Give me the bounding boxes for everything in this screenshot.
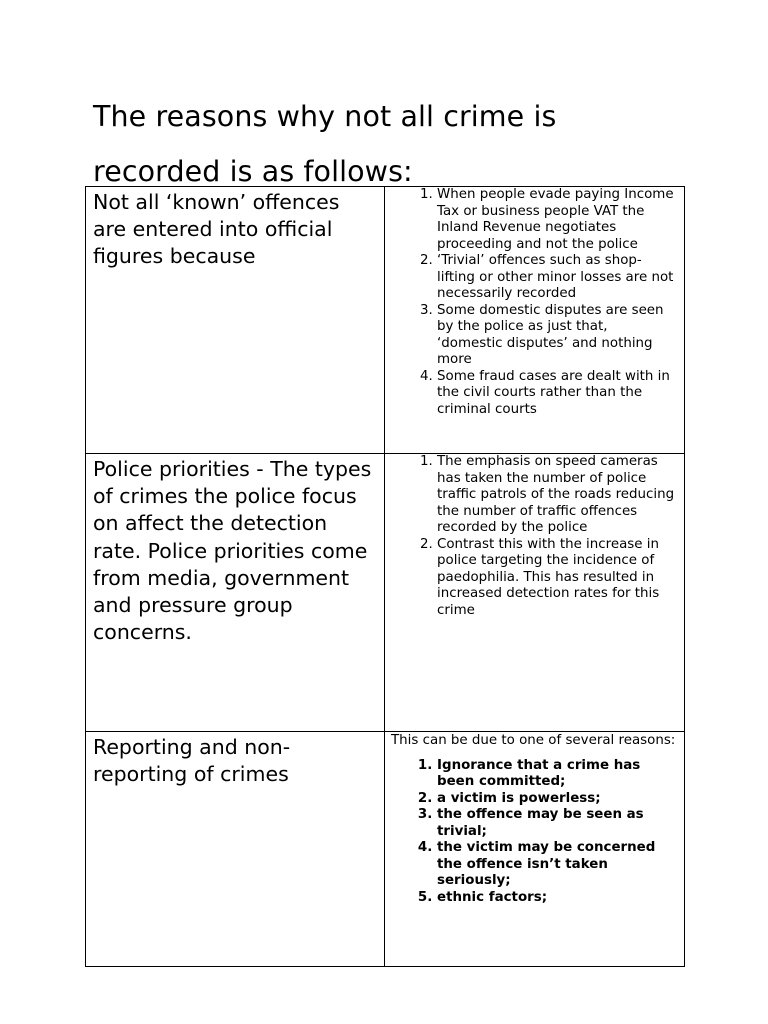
table-row (86, 732, 685, 967)
list-item: 2. Contrast this with the increase in police targeting the incidence of paedophilia. This has resulted in increased detection rates for this crime (437, 537, 676, 620)
table-row (86, 454, 685, 732)
reason-cell (86, 454, 385, 732)
reason-heading: Police priorities - The types of crimes the police focus on affect the detection rate. Police priorities come from media, government and pressure group concerns. (93, 457, 372, 645)
explanation-cell (385, 454, 685, 732)
reasons-list (385, 758, 684, 907)
reason-cell (86, 732, 385, 967)
explanation-cell (385, 732, 685, 967)
reason-cell (86, 187, 385, 454)
table-row (86, 187, 685, 454)
reasons-table (85, 186, 685, 967)
explanation-list (385, 187, 684, 418)
list-item: 3. the offence may be seen as trivial; (437, 807, 676, 840)
reason-heading: Not all ‘known’ offences are entered into official figures because (93, 190, 340, 269)
list-item: 3. Some domestic disputes are seen by the police as just that, ‘domestic disputes’ and nothing more (437, 303, 676, 369)
explanation-list (385, 454, 684, 619)
list-item: 4. the victim may be concerned the offence isn’t taken seriously; (437, 840, 676, 890)
explanation-cell (385, 187, 685, 454)
page-title: The reasons why not all crime is recorded is as follows: (93, 100, 557, 188)
list-item: 1. When people evade paying Income Tax or business people VAT the Inland Revenue negotiates proceeding and not the police (437, 187, 676, 253)
list-item: 1. The emphasis on speed cameras has taken the number of police traffic patrols of the roads reducing the number of traffic offences recorded by the police (437, 454, 676, 537)
list-item: 2. ‘Trivial’ offences such as shop-lifting or other minor losses are not necessarily recorded (437, 253, 676, 303)
intro-text: This can be due to one of several reasons: (391, 733, 676, 748)
list-item: 1. Ignorance that a crime has been committed; (437, 758, 676, 791)
list-item: 5. ethnic factors; (437, 890, 676, 907)
list-item: 2. a victim is powerless; (437, 791, 676, 808)
list-item: 4. Some fraud cases are dealt with in the civil courts rather than the criminal courts (437, 369, 676, 419)
reason-heading: Reporting and non-reporting of crimes (93, 735, 291, 787)
